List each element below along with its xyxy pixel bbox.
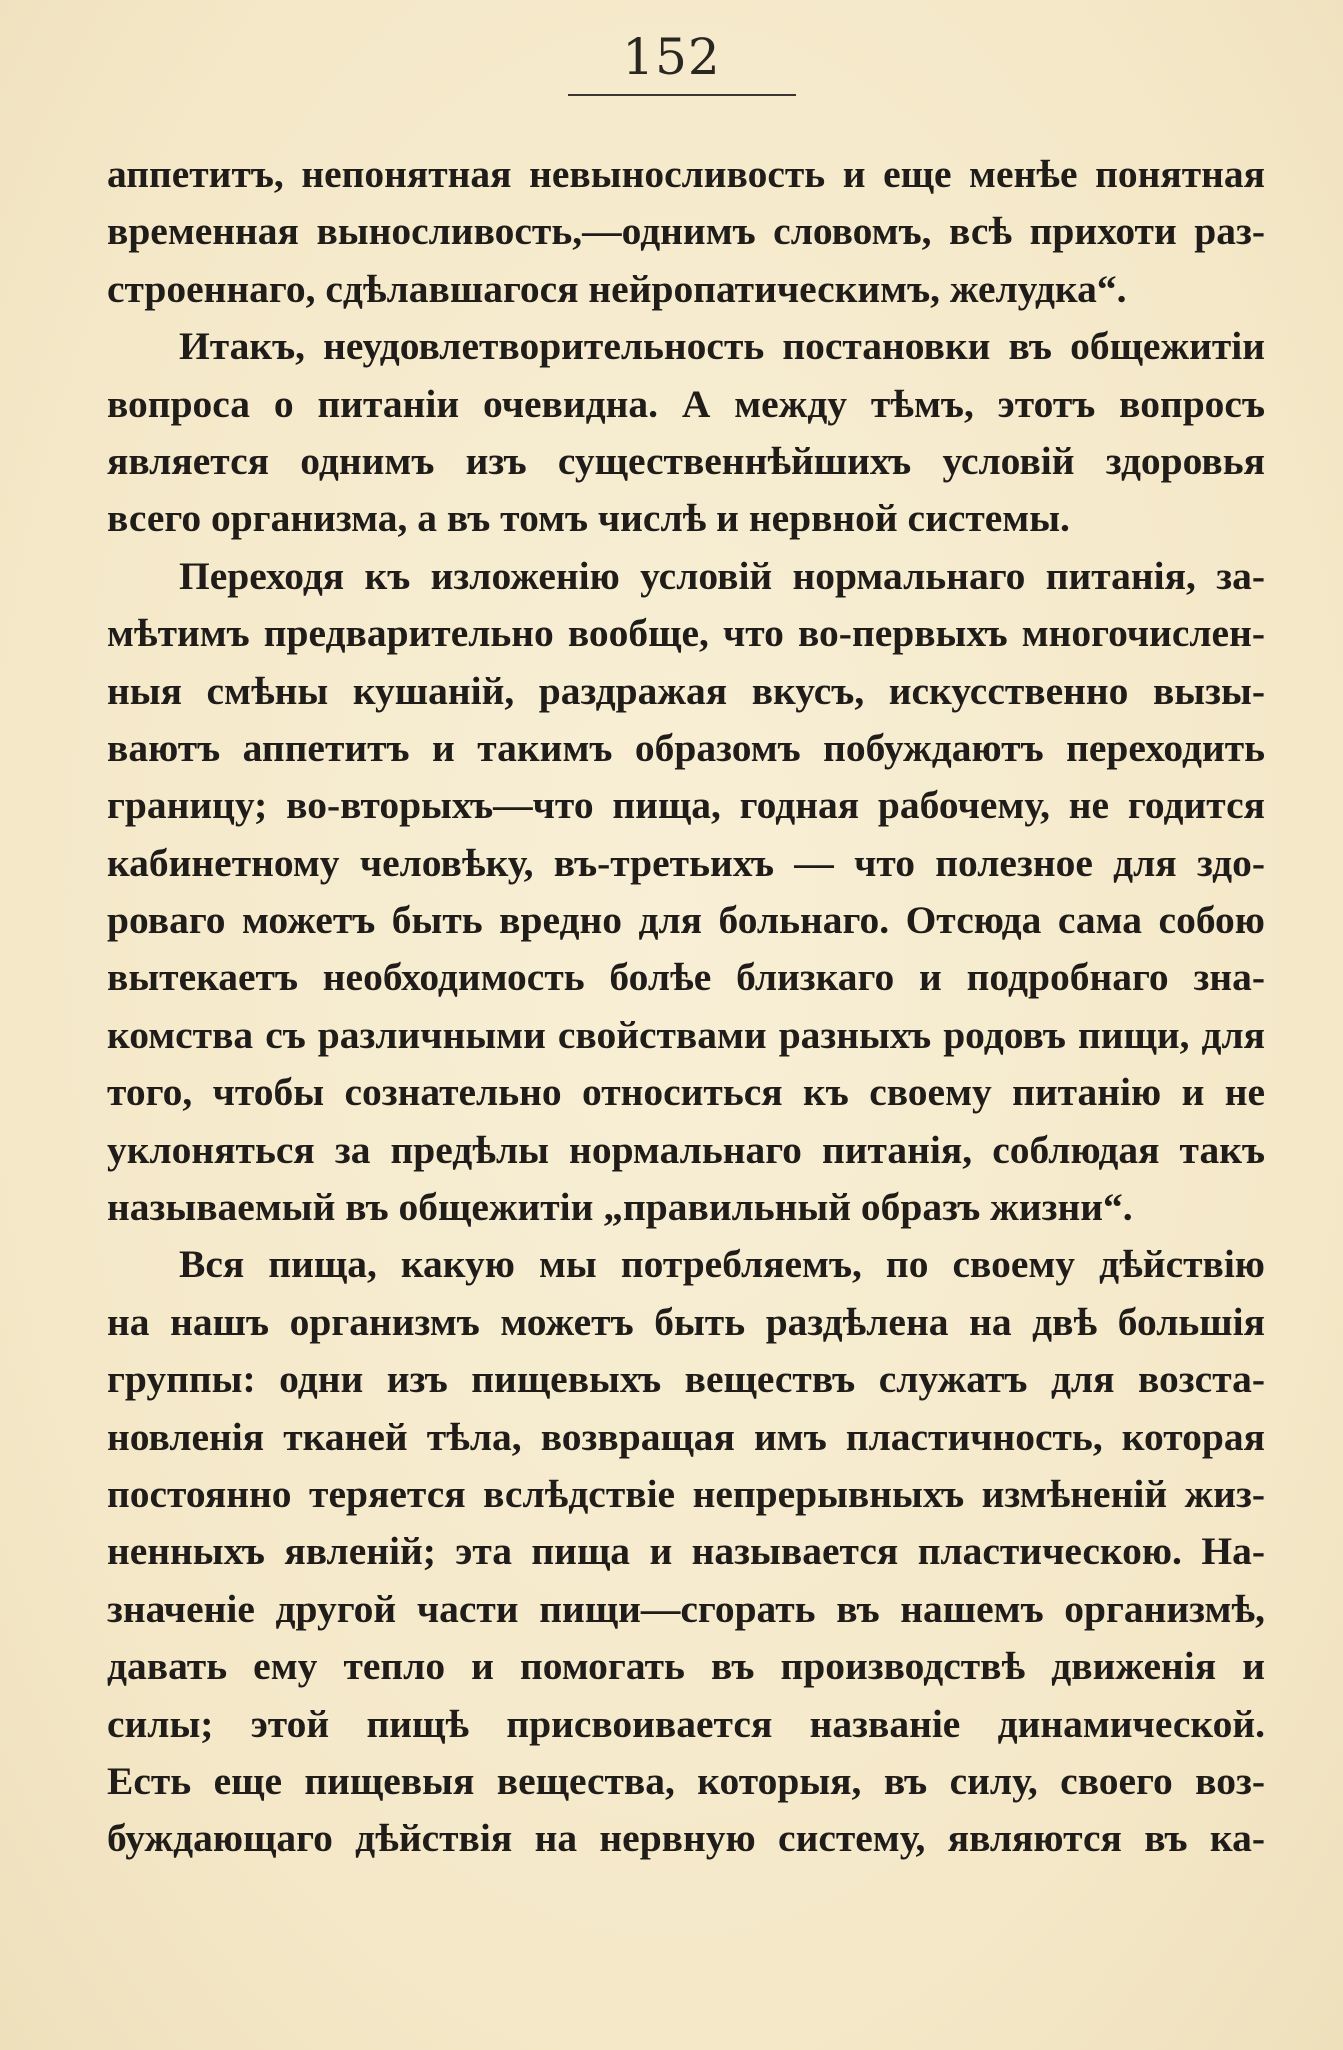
text-line: значеніе другой части пищи—сгорать въ нашемъ организмѣ, — [107, 1586, 1265, 1631]
text-line: Итакъ, неудовлетворительность постановки въ общежитіи — [179, 324, 1265, 369]
text-line: вопроса о питаніи очевидна. А между тѣмъ, этотъ вопросъ — [107, 381, 1265, 426]
text-line: ваютъ аппетитъ и такимъ образомъ побуждаютъ переходить — [107, 725, 1265, 770]
text-line: уклоняться за предѣлы нормальнаго питанія, соблюдая такъ — [107, 1127, 1265, 1172]
text-line: границу; во-вторыхъ—что пища, годная рабочему, не годится — [107, 783, 1265, 828]
text-line: того, чтобы сознательно относиться къ своему питанію и не — [107, 1070, 1265, 1115]
text-line: буждающаго дѣйствія на нервную систему, являются въ ка- — [107, 1816, 1265, 1861]
header-rule — [568, 94, 796, 96]
text-line: ныя смѣны кушаній, раздражая вкусъ, искусственно вызы- — [107, 668, 1265, 713]
text-line: аппетитъ, непонятная невыносливость и еще менѣе понятная — [107, 152, 1265, 196]
text-line: Вся пища, какую мы потребляемъ, по своему дѣйствію — [179, 1242, 1265, 1287]
text-line: ненныхъ явленій; эта пища и называется пластическою. На- — [107, 1529, 1265, 1574]
text-line: кабинетному человѣку, въ-третьихъ — что полезное для здо- — [107, 840, 1265, 885]
text-line: мѣтимъ предварительно вообще, что во-первыхъ многочислен- — [107, 611, 1265, 656]
text-line: комства съ различными свойствами разныхъ родовъ пищи, для — [107, 1012, 1265, 1057]
text-line: роваго можетъ быть вредно для больнаго. Отсюда сама собою — [107, 898, 1265, 943]
text-line: является однимъ изъ существеннѣйшихъ условій здоровья — [107, 438, 1265, 483]
text-line: силы; этой пищѣ присвоивается названіе динамической. — [107, 1701, 1265, 1746]
text-line: Есть еще пищевыя вещества, которыя, въ силу, своего воз- — [107, 1758, 1265, 1803]
text-line: постоянно теряется вслѣдствіе непрерывныхъ измѣненій жиз- — [107, 1471, 1265, 1516]
text-line: временная выносливость,—однимъ словомъ, всѣ прихоти раз- — [107, 209, 1265, 254]
text-line: группы: одни изъ пищевыхъ веществъ служатъ для возста- — [107, 1357, 1265, 1402]
page-number: 152 — [622, 28, 721, 86]
body-text — [107, 146, 1265, 1868]
text-line: на нашъ организмъ можетъ быть раздѣлена на двѣ большія — [107, 1299, 1265, 1344]
text-line: вытекаетъ необходимость болѣе близкаго и подробнаго зна- — [107, 955, 1265, 1000]
text-line: новленія тканей тѣла, возвращая имъ пластичность, которая — [107, 1414, 1265, 1459]
text-line: всего организма, а въ томъ числѣ и нервной системы. — [107, 496, 1070, 541]
text-line: строеннаго, сдѣлавшагося нейропатическимъ, желудка“. — [107, 266, 1127, 311]
text-line: давать ему тепло и помогать въ производствѣ движенія и — [107, 1644, 1265, 1689]
text-line: Переходя къ изложенію условій нормальнаго питанія, за- — [179, 553, 1265, 598]
text-line: называемый въ общежитіи „правильный образъ жизни“. — [107, 1185, 1133, 1230]
